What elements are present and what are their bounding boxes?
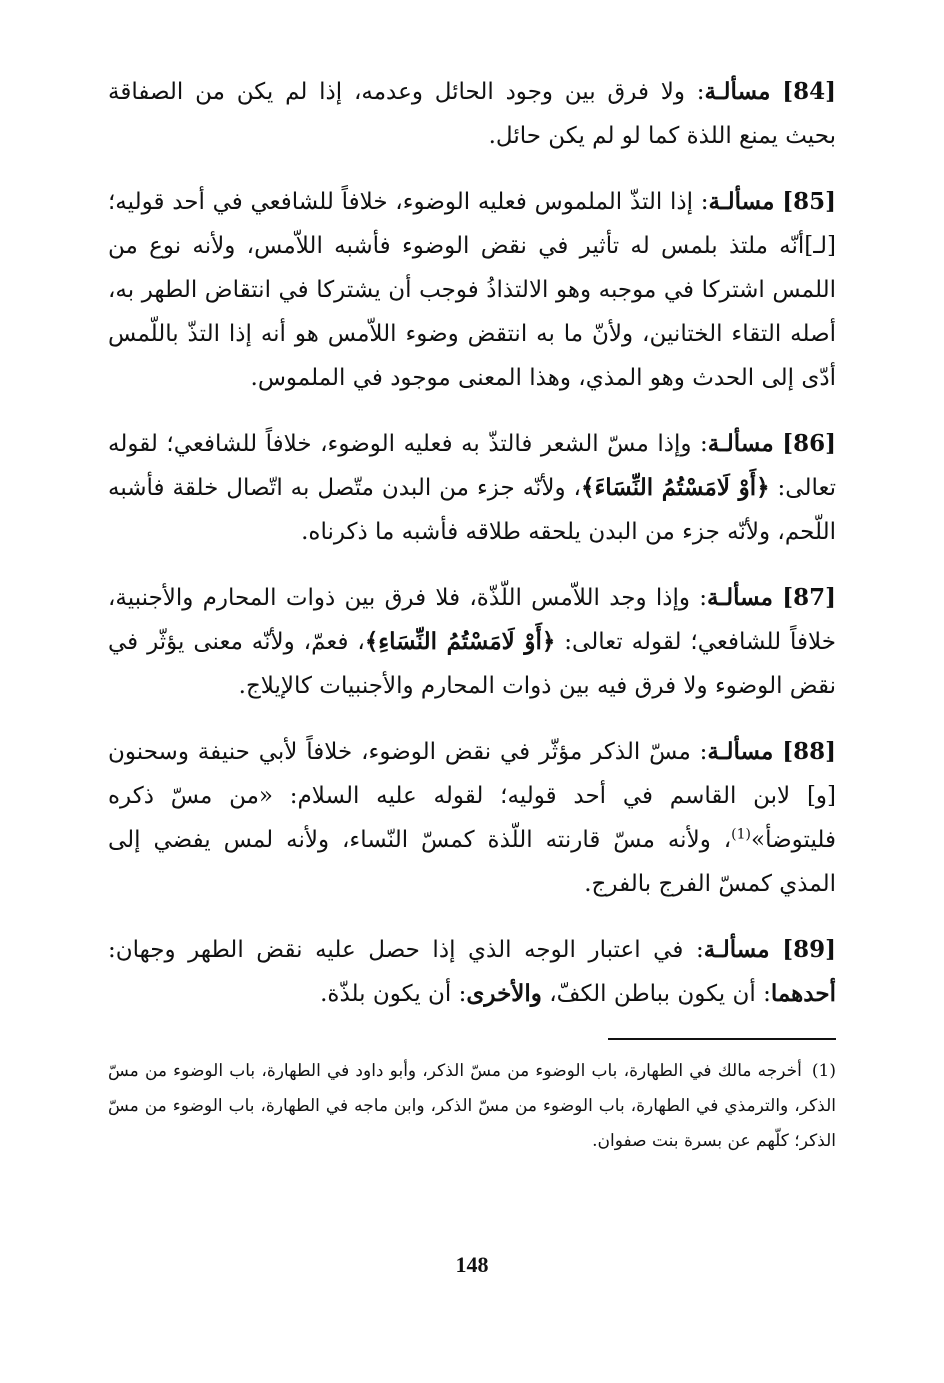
issue-label: مسألـة (703, 936, 770, 963)
issue-text-before: في اعتبار الوجه الذي إذا حصل عليه نقض الطهر وجهان: (108, 937, 684, 963)
issue-text-before: وإذا وجد اللاّمس اللّذّة، فلا فرق بين ذوات المحارم والأجنبية، خلافاً للشافعي؛ لقوله تعالى: (108, 585, 836, 655)
issue-colon: : (683, 937, 704, 963)
term-first: أحدهما (770, 980, 836, 1007)
issue-text: إذا التذّ الملموس فعليه الوضوء، خلافاً للشافعي في أحد قوليه؛ [لـ]أنّه ملتذ بلمس له تأثير في نقض الوضوء فأشبه اللاّمس، ولأنه نوع من اللمس اشتركا في موجبه وهو الالتذاذُ فوجب أن يشتركا في انتقاض الطهر به، أصله التقاء الختانين، ولأنّ ما به انتقض وضوء اللاّمس هو أنه إذا التذّ باللّمس أدّى إلى الحدث وهو المذي، وهذا المعنى موجود في الملموس. (108, 189, 836, 391)
issue-colon: : (690, 739, 708, 765)
issue-87 (108, 576, 836, 708)
footnote-marker: (1) (811, 1061, 836, 1081)
footnote (108, 1054, 836, 1159)
issue-88 (108, 730, 836, 906)
issue-label: مسألـة (707, 738, 774, 765)
issue-label: مسألـة (704, 78, 771, 105)
issue-number: [88] (782, 738, 837, 765)
issue-text-mid: : أن يكون بباطن الكفّ، (541, 981, 771, 1007)
issue-text-before: مسّ الذكر مؤثّر في نقض الوضوء، خلافاً لأبي حنيفة وسحنون [و] لابن القاسم في أحد قوليه؛ لقوله عليه السلام: «من مسّ ذكره فليتوضأ» (108, 739, 836, 853)
issue-89 (108, 928, 836, 1016)
main-text (108, 70, 836, 1016)
quran-quote: ﴿أَوْ لَامَسْتُمُ النِّسَاءِ﴾ (364, 628, 556, 655)
issue-number: [84] (782, 78, 836, 105)
issue-text-after: ، فعمّ، ولأنّه معنى يؤثّر في نقض الوضوء ولا فرق فيه بين ذوات المحارم والأجنبيات كالإيلاج. (108, 629, 836, 699)
issue-label: مسألـة (707, 584, 773, 611)
issue-text-after: ، ولأنّه جزء من البدن متّصل به اتّصال خلقة فأشبه اللّحم، ولأنّه جزء من البدن يلحقه طلاقه فأشبه ما ذكرناه. (108, 475, 836, 545)
page-number: 148 (455, 1252, 489, 1277)
issue-85 (108, 180, 836, 400)
issue-colon: : (684, 79, 705, 105)
issue-text-before: وإذا مسّ الشعر فالتذّ به فعليه الوضوء، خلافاً للشافعي؛ لقوله تعالى: (108, 431, 836, 501)
issue-text: ولا فرق بين وجود الحائل وعدمه، إذا لم يكن من الصفاقة بحيث يمنع اللذة كما لو لم يكن حائل. (108, 79, 836, 149)
issue-number: [85] (782, 188, 837, 215)
issue-label: مسألـة (707, 430, 774, 457)
issue-number: [87] (782, 584, 836, 611)
footnote-text: أخرجه مالك في الطهارة، باب الوضوء من مسّ الذكر، وأبو داود في الطهارة، باب الوضوء من مسّ الذكر، والترمذي في الطهارة، باب الوضوء من مسّ الذكر، وابن ماجه في الطهارة، باب الوضوء من مسّ الذكر؛ كلّهم عن بسرة بنت صفوان. (108, 1061, 836, 1151)
footnote-divider (608, 1038, 836, 1040)
term-second: والأخرى (466, 980, 542, 1007)
issue-text-after: ، ولأنه مسّ قارنته اللّذة كمسّ النّساء، ولأنه لمس يفضي إلى المذي كمسّ الفرج بالفرج. (108, 827, 836, 897)
quran-quote: ﴿أَوْ لَامَسْتُمُ النِّسَاءَ﴾ (580, 474, 770, 501)
issue-86 (108, 422, 836, 554)
issue-text-after: : أن يكون بلذّة. (320, 981, 467, 1007)
issue-colon: : (691, 431, 708, 457)
issue-colon: : (693, 189, 709, 215)
issue-colon: : (689, 585, 707, 611)
issue-label: مسألـة (708, 188, 775, 215)
issue-84 (108, 70, 836, 158)
footnote-reference[interactable]: (1) (731, 826, 752, 843)
issue-number: [86] (782, 430, 836, 457)
issue-number: [89] (782, 936, 837, 963)
